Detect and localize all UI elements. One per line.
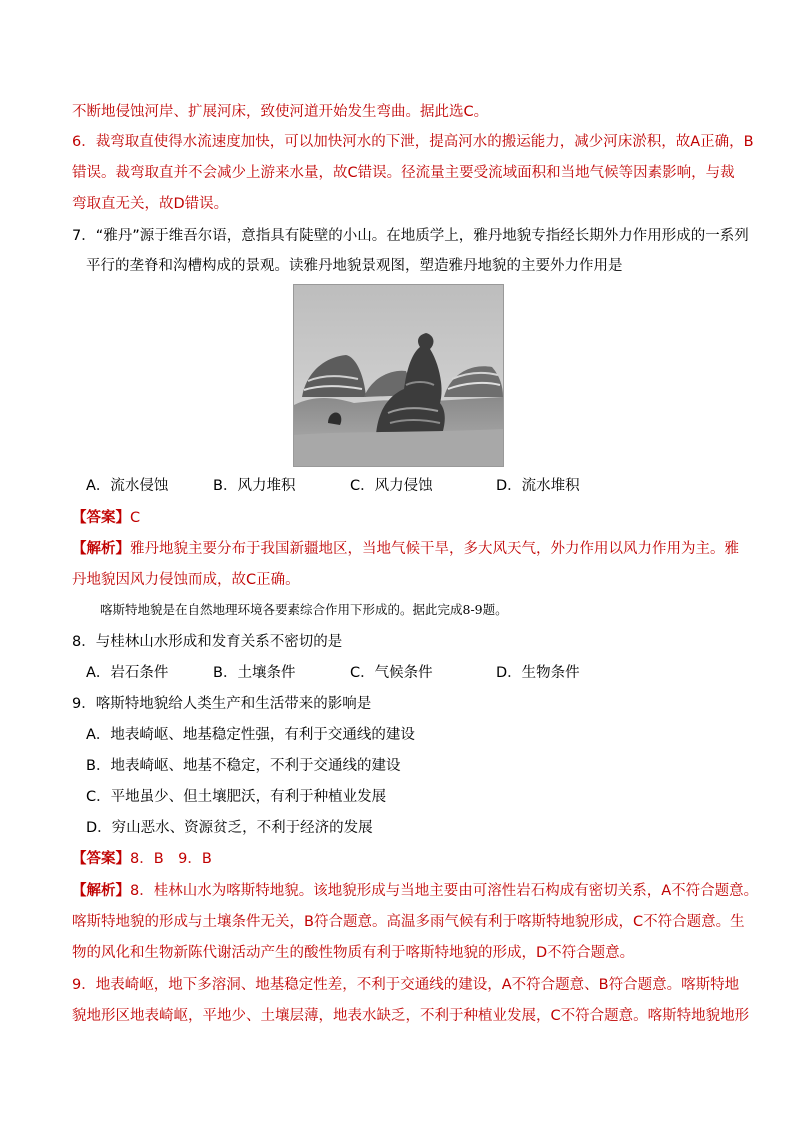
answer-7-value: C	[130, 510, 141, 526]
analysis-label-8-9: 【解析】	[72, 883, 130, 899]
answer-label-8-9: 【答案】	[72, 851, 130, 867]
yardang-landform-illustration	[294, 285, 503, 466]
analysis-8-9-line-1	[72, 881, 758, 901]
q7-option-d: D．流水堆积	[496, 478, 580, 494]
q8-option-c: C．气候条件	[350, 665, 433, 681]
question-7-line-2: 平行的垄脊和沟槽构成的景观。读雅丹地貌景观图，塑造雅丹地貌的主要外力作用是	[86, 258, 623, 274]
q9-option-c: C．平地虽少、但土壤肥沃，有利于种植业发展	[86, 789, 387, 805]
explanation-6-line-3: 弯取直无关，故D错误。	[72, 196, 229, 212]
q7-option-c: C．风力侵蚀	[350, 478, 433, 494]
answer-8-9	[72, 849, 212, 869]
analysis-8-9-text-1: 8．桂林山水为喀斯特地貌。该地貌形成与当地主要由可溶性岩石构成有密切关系，A不符合题意。	[130, 883, 759, 899]
analysis-7-line-1	[72, 539, 739, 559]
analysis-label: 【解析】	[72, 541, 130, 557]
previous-explanation-end: 不断地侵蚀河岸、扩展河床，致使河道开始发生弯曲。据此选C。	[72, 104, 489, 120]
analysis-8-9-line-4: 9．地表崎岖，地下多溶洞、地基稳定性差，不利于交通线的建设，A不符合题意、B符合题意。喀斯特地	[72, 977, 740, 993]
answer-7	[72, 508, 140, 528]
analysis-8-9-line-5: 貌地形区地表崎岖，平地少、土壤层薄，地表水缺乏，不利于种植业发展，C不符合题意。喀斯特地貌地形	[72, 1008, 750, 1024]
analysis-8-9-line-2: 喀斯特地貌的形成与土壤条件无关，B符合题意。高温多雨气候有利于喀斯特地貌形成，C不符合题意。生	[72, 914, 745, 930]
explanation-6-line-2: 错误。裁弯取直并不会减少上游来水量，故C错误。径流量主要受流域面积和当地气候等因素影响，与裁	[72, 165, 735, 181]
question-7-line-1: 7．“雅丹”源于维吾尔语，意指具有陡壁的小山。在地质学上，雅丹地貌专指经长期外力作用形成的一系列	[72, 228, 749, 244]
yardang-landform-photo	[293, 284, 504, 467]
q9-option-b: B．地表崎岖、地基不稳定，不利于交通线的建设	[86, 758, 401, 774]
q8-option-b: B．土壤条件	[213, 665, 296, 681]
q7-option-b: B．风力堆积	[213, 478, 296, 494]
answer-8-9-value: 8．B 9．B	[130, 851, 212, 867]
question-8: 8．与桂林山水形成和发育关系不密切的是	[72, 634, 343, 650]
q7-option-a: A．流水侵蚀	[86, 478, 169, 494]
analysis-8-9-line-3: 物的风化和生物新陈代谢活动产生的酸性物质有利于喀斯特地貌的形成，D不符合题意。	[72, 945, 635, 961]
q9-option-d: D．穷山恶水、资源贫乏，不利于经济的发展	[86, 820, 373, 836]
q8-option-a: A．岩石条件	[86, 665, 169, 681]
answer-label: 【答案】	[72, 510, 130, 526]
q9-option-a: A．地表崎岖、地基稳定性强，有利于交通线的建设	[86, 727, 415, 743]
question-9: 9．喀斯特地貌给人类生产和生活带来的影响是	[72, 696, 372, 712]
explanation-6-line-1: 6．裁弯取直使得水流速度加快，可以加快河水的下泄，提高河水的搬运能力，减少河床淤积，故A正确，B	[72, 134, 754, 150]
q8-option-d: D．生物条件	[496, 665, 580, 681]
analysis-7-line-2: 丹地貌因风力侵蚀而成，故C正确。	[72, 572, 300, 588]
materials-8-9: 喀斯特地貌是在自然地理环境各要素综合作用下形成的。据此完成8-9题。	[100, 602, 508, 617]
analysis-7-text-1: 雅丹地貌主要分布于我国新疆地区，当地气候干旱，多大风天气，外力作用以风力作用为主。雅	[130, 541, 739, 557]
